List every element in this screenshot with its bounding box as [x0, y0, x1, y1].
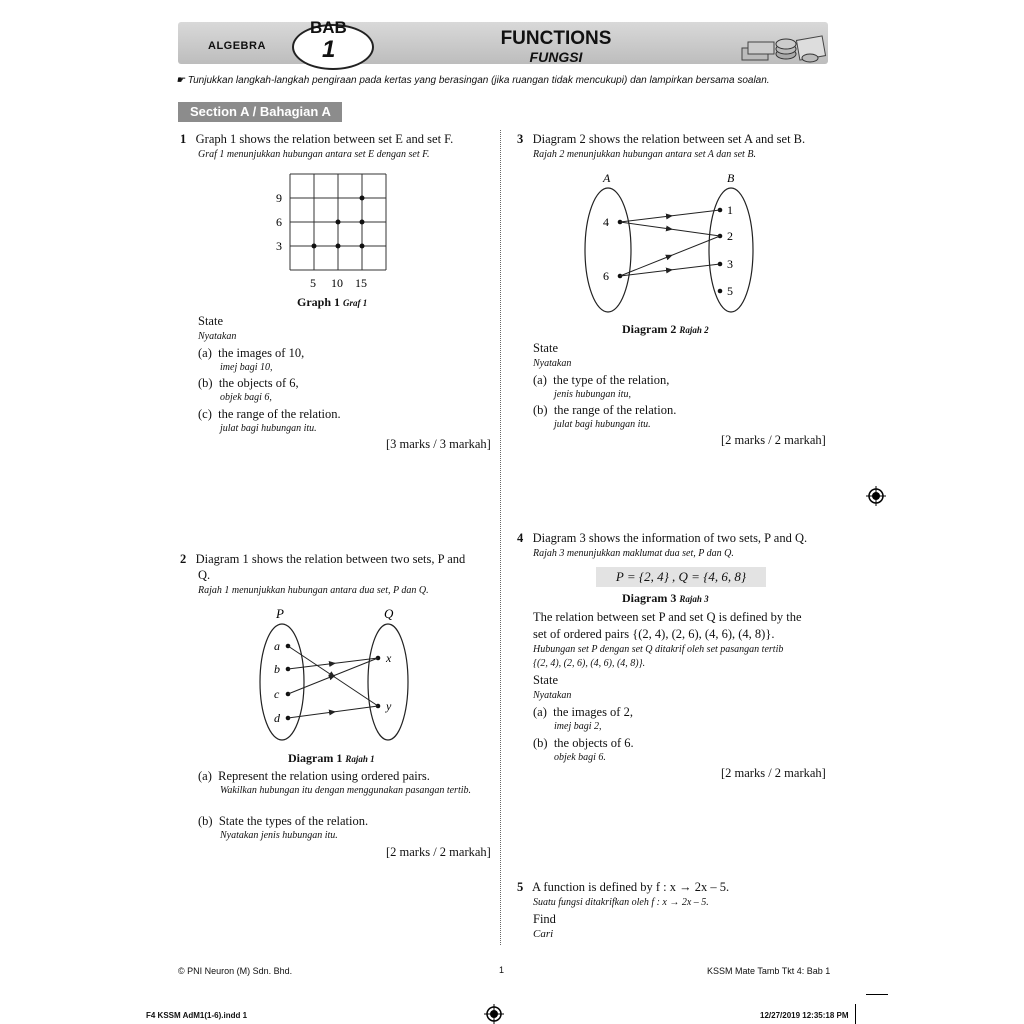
- question-4-translation: Rajah 3 menunjukkan maklumat dua set, P dan Q.: [533, 548, 734, 559]
- marks-label: [2 marks / 2 markah]: [721, 766, 826, 780]
- part-a-translation: imej bagi 2,: [554, 721, 602, 732]
- printer-timestamp: 12/27/2019 12:35:18 PM: [760, 1011, 849, 1020]
- y-tick: 3: [276, 239, 282, 253]
- crop-mark: [866, 994, 888, 995]
- question-text: Diagram 3 shows the information of two sets, P and Q.: [532, 531, 808, 545]
- state-label: State: [533, 673, 558, 687]
- part-b: (b) the range of the relation.: [533, 403, 677, 417]
- part-a-translation: imej bagi 10,: [220, 362, 273, 373]
- set-q-label: Q: [384, 606, 394, 621]
- find-label: Find: [533, 912, 556, 926]
- part-a: (a) Represent the relation using ordered pairs.: [198, 769, 430, 783]
- set-a-label: A: [603, 171, 611, 185]
- coins-banknotes-icon: [740, 28, 828, 64]
- set-q-ellipse: [368, 624, 408, 740]
- diagram-1-caption: Diagram 1 Rajah 1: [288, 751, 375, 765]
- part-a: (a) the images of 10,: [198, 346, 305, 360]
- svg-text:5: 5: [727, 284, 733, 298]
- footer-page-number: 1: [499, 965, 505, 975]
- chapter-subtitle: FUNGSI: [529, 49, 583, 65]
- question-4: [517, 530, 807, 546]
- svg-text:x: x: [386, 651, 392, 665]
- svg-text:6: 6: [603, 269, 609, 283]
- state-label-translation: Nyatakan: [533, 690, 572, 701]
- part-c: (c) the range of the relation.: [198, 407, 341, 421]
- question-1-translation: Graf 1 menunjukkan hubungan antara set E dengan set F.: [198, 149, 430, 160]
- x-tick: 15: [355, 276, 367, 290]
- relation-translation-cont: {(2, 4), (2, 6), (4, 6), (4, 8)}.: [533, 658, 646, 669]
- svg-text:3: 3: [727, 257, 733, 271]
- part-a: (a) the type of the relation,: [533, 373, 670, 387]
- relation-text: The relation between set P and set Q is defined by the: [533, 610, 802, 624]
- section-label: Section A / Bahagian A: [178, 102, 342, 122]
- instruction-text: ☛ Tunjukkan langkah-langkah pengiraan pada kertas yang berasingan (jika ruangan tidak mencukupi) dan lampirkan bersama soalan.: [176, 75, 770, 86]
- part-b: (b) State the types of the relation.: [198, 814, 369, 828]
- diagram-2-caption: Diagram 2 Rajah 2: [622, 322, 709, 336]
- state-label-translation: Nyatakan: [533, 358, 572, 369]
- question-2-translation: Rajah 1 menunjukkan hubungan antara dua set, P dan Q.: [198, 585, 429, 596]
- subject-label: ALGEBRA: [208, 40, 266, 52]
- question-text: Diagram 2 shows the relation between set A and set B.: [532, 132, 806, 146]
- question-number: 1: [180, 132, 187, 146]
- set-p-ellipse: [260, 624, 304, 740]
- question-3-translation: Rajah 2 menunjukkan hubungan antara set A dan set B.: [533, 149, 756, 160]
- x-tick: 10: [331, 276, 343, 290]
- footer-copyright: © PNI Neuron (M) Sdn. Bhd.: [178, 966, 293, 976]
- question-1: [180, 131, 453, 147]
- part-b: (b) the objects of 6.: [533, 736, 634, 750]
- y-tick: 6: [276, 215, 282, 229]
- relation-text-cont: set of ordered pairs {(2, 4), (2, 6), (4, 6), (4, 8)}.: [533, 627, 775, 641]
- graph-point: [360, 220, 365, 225]
- part-b: (b) the objects of 6,: [198, 376, 299, 390]
- graph-point: [336, 220, 341, 225]
- question-3: [517, 131, 805, 147]
- part-b-translation: objek bagi 6.: [554, 752, 606, 763]
- part-b-translation: julat bagi hubungan itu.: [554, 419, 651, 430]
- graph-point: [336, 244, 341, 249]
- graph-point: [360, 244, 365, 249]
- question-text: Diagram 1 shows the relation between two sets, P and: [195, 552, 466, 566]
- svg-text:4: 4: [603, 215, 609, 229]
- marks-label: [2 marks / 2 markah]: [386, 845, 491, 859]
- bab-word: BAB: [310, 18, 347, 37]
- svg-text:2: 2: [727, 229, 733, 243]
- graph-1: [270, 170, 390, 290]
- marks-label: [3 marks / 3 markah]: [386, 437, 491, 451]
- sets-definition-box: P = {2, 4} , Q = {4, 6, 8}: [596, 567, 766, 587]
- question-text: Graph 1 shows the relation between set E and set F.: [195, 132, 454, 146]
- printer-file-slug: F4 KSSM AdM1(1-6).indd 1: [146, 1011, 248, 1020]
- svg-text:b: b: [274, 662, 280, 676]
- state-label: State: [198, 314, 223, 328]
- state-label: State: [533, 341, 558, 355]
- part-b-translation: objek bagi 6,: [220, 392, 272, 403]
- question-number: 2: [180, 552, 187, 566]
- graph-1-caption: Graph 1 Graf 1: [297, 295, 368, 309]
- question-number: 3: [517, 132, 524, 146]
- marks-label: [2 marks / 2 markah]: [721, 433, 826, 447]
- part-a: (a) the images of 2,: [533, 705, 633, 719]
- svg-text:a: a: [274, 639, 280, 653]
- state-label-translation: Nyatakan: [198, 331, 237, 342]
- svg-text:1: 1: [727, 203, 733, 217]
- chapter-title: FUNCTIONS: [500, 28, 612, 49]
- set-b-label: B: [727, 171, 735, 185]
- svg-text:d: d: [274, 711, 280, 725]
- svg-text:y: y: [386, 699, 392, 713]
- find-label-translation: Cari: [533, 928, 554, 940]
- question-5-translation: Suatu fungsi ditakrifkan oleh f : x → 2x – 5.: [533, 897, 709, 908]
- relation-translation: Hubungan set P dengan set Q ditakrif oleh set pasangan tertib: [533, 644, 784, 655]
- question-text-cont: Q.: [198, 568, 211, 582]
- diagram-3-caption: Diagram 3 Rajah 3: [622, 591, 709, 605]
- x-tick: 5: [310, 276, 316, 290]
- question-5: [517, 879, 729, 895]
- part-a-translation: jenis hubungan itu,: [554, 389, 631, 400]
- column-divider: [500, 130, 501, 945]
- diagram-1: [250, 602, 420, 752]
- part-c-translation: julat bagi hubungan itu.: [220, 423, 317, 434]
- registration-mark-icon: [866, 486, 886, 506]
- footer-book-title: KSSM Mate Tamb Tkt 4: Bab 1: [707, 966, 831, 976]
- part-a-translation: Wakilkan hubungan itu dengan menggunakan pasangan tertib.: [220, 785, 471, 796]
- y-tick: 9: [276, 191, 282, 205]
- diagram-2: [575, 168, 770, 318]
- crop-mark: [855, 1004, 856, 1024]
- registration-mark-icon: [484, 1004, 504, 1024]
- question-number: 4: [517, 531, 524, 545]
- set-p-label: P: [276, 606, 284, 621]
- part-b-translation: Nyatakan jenis hubungan itu.: [220, 830, 338, 841]
- svg-text:c: c: [274, 687, 280, 701]
- question-number: 5: [517, 880, 524, 894]
- graph-point: [360, 196, 365, 201]
- graph-point: [312, 244, 317, 249]
- question-2: [180, 551, 465, 567]
- bab-number: 1: [322, 36, 336, 63]
- set-a-ellipse: [585, 188, 631, 312]
- question-text: A function is defined by f : x → 2x – 5.: [531, 880, 730, 894]
